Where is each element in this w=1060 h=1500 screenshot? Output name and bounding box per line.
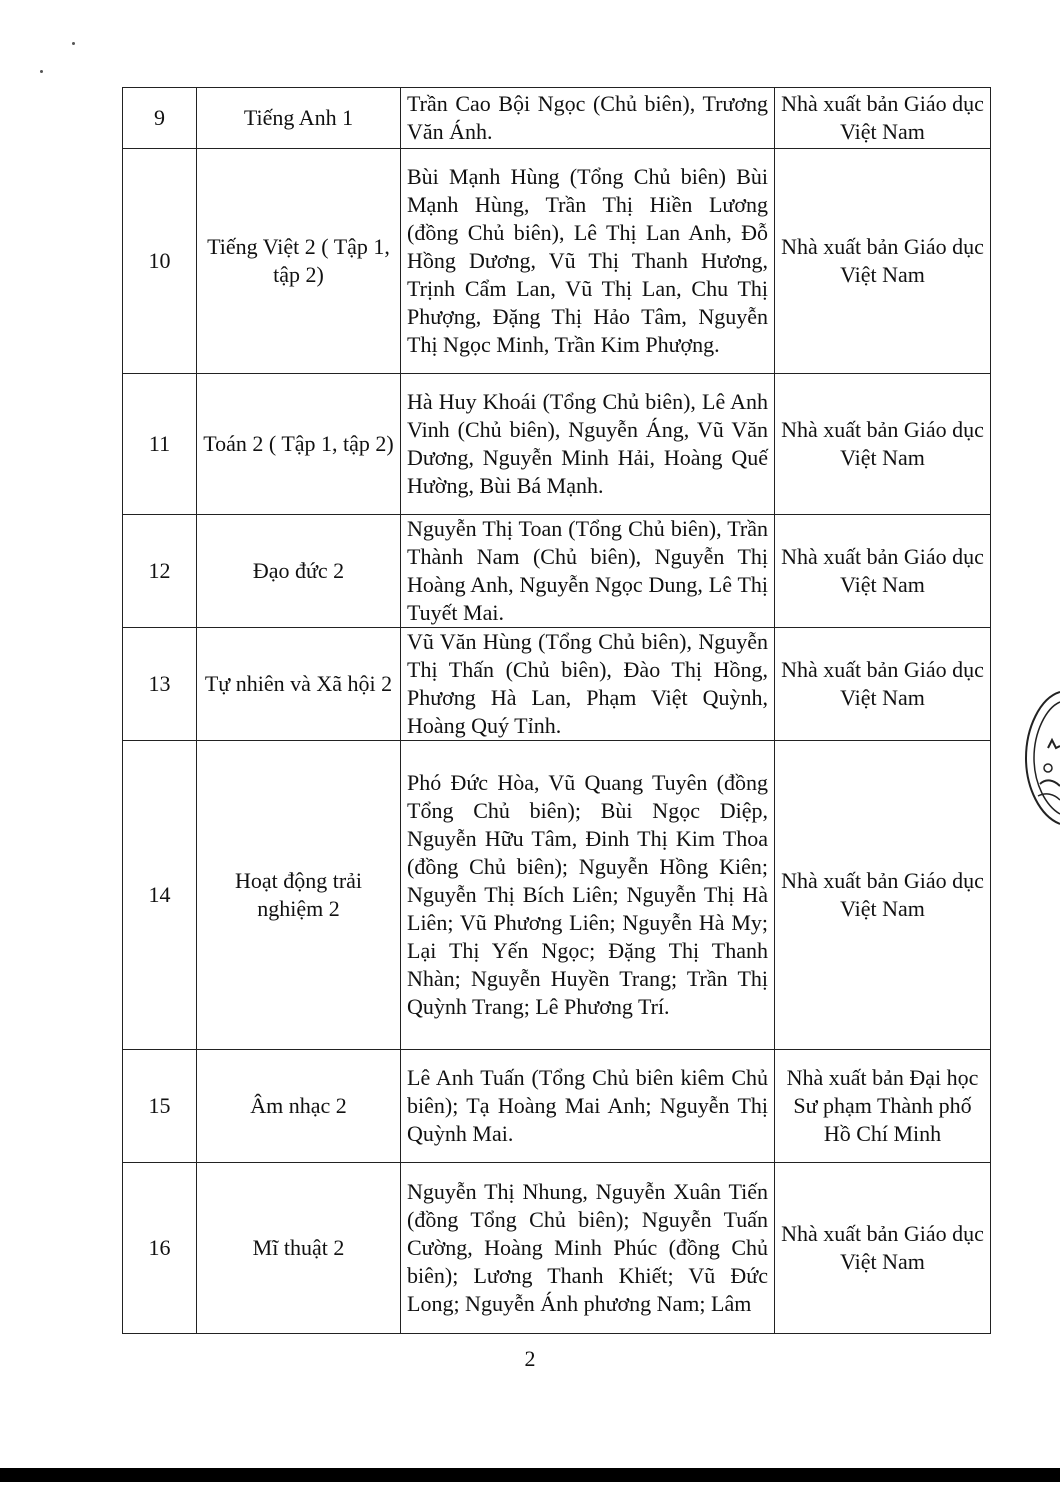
table-row: [123, 1163, 991, 1334]
table-row: [123, 149, 991, 374]
row-number: 11: [123, 374, 197, 515]
book-publisher: Nhà xuất bản Giáo dục Việt Nam: [775, 741, 991, 1050]
book-publisher: Nhà xuất bản Đại học Sư phạm Thành phố Hồ Chí Minh: [775, 1050, 991, 1163]
page-number: 2: [524, 1346, 536, 1371]
scan-bottom-edge: [0, 1468, 1060, 1482]
book-title: Tiếng Việt 2 ( Tập 1, tập 2): [197, 149, 401, 374]
table-row: [123, 515, 991, 628]
row-number: 16: [123, 1163, 197, 1334]
book-publisher: Nhà xuất bản Giáo dục Việt Nam: [775, 374, 991, 515]
book-authors: Nguyễn Thị Nhung, Nguyễn Xuân Tiến (đồng Tổng Chủ biên); Nguyễn Tuấn Cường, Hoàng Minh Phúc (đồng Chủ biên); Lương Thanh Khiết; Vũ Đức Long; Nguyễn Ánh phương Nam; Lâm: [401, 1163, 775, 1334]
official-seal-fragment: [1018, 688, 1060, 828]
book-publisher: Nhà xuất bản Giáo dục Việt Nam: [775, 149, 991, 374]
book-publisher: Nhà xuất bản Giáo dục Việt Nam: [775, 88, 991, 149]
book-publisher: Nhà xuất bản Giáo dục Việt Nam: [775, 628, 991, 741]
row-number: 10: [123, 149, 197, 374]
book-authors: Phó Đức Hòa, Vũ Quang Tuyên (đồng Tổng Chủ biên); Bùi Ngọc Diệp, Nguyễn Hữu Tâm, Đinh Thị Kim Thoa (đồng Chủ biên); Nguyễn Hồng Kiên; Nguyễn Thị Bích Liên; Nguyễn Thị Hà Liên; Vũ Phương Liên; Nguyễn Hà My; Lại Thị Yến Ngọc; Đặng Thị Thanh Nhàn; Nguyễn Huyền Trang; Trần Thị Quỳnh Trang; Lê Phương Trí.: [401, 741, 775, 1050]
table-row: [123, 1050, 991, 1163]
book-authors: Vũ Văn Hùng (Tổng Chủ biên), Nguyễn Thị Thấn (Chủ biên), Đào Thị Hồng, Phương Hà Lan, Phạm Việt Quỳnh, Hoàng Quý Tỉnh.: [401, 628, 775, 741]
book-title: Mĩ thuật 2: [197, 1163, 401, 1334]
book-publisher: Nhà xuất bản Giáo dục Việt Nam: [775, 515, 991, 628]
book-title: Tự nhiên và Xã hội 2: [197, 628, 401, 741]
book-title: Tiếng Anh 1: [197, 88, 401, 149]
book-authors: Hà Huy Khoái (Tổng Chủ biên), Lê Anh Vinh (Chủ biên), Nguyễn Áng, Vũ Văn Dương, Nguyễn Minh Hải, Hoàng Quế Hường, Bùi Bá Mạnh.: [401, 374, 775, 515]
row-number: 12: [123, 515, 197, 628]
book-authors: Lê Anh Tuấn (Tổng Chủ biên kiêm Chủ biên); Tạ Hoàng Mai Anh; Nguyễn Thị Quỳnh Mai.: [401, 1050, 775, 1163]
row-number: 14: [123, 741, 197, 1050]
table-row: [123, 741, 991, 1050]
book-title: Toán 2 ( Tập 1, tập 2): [197, 374, 401, 515]
book-authors: Nguyễn Thị Toan (Tổng Chủ biên), Trần Thành Nam (Chủ biên), Nguyễn Thị Hoàng Anh, Nguyễn Ngọc Dung, Lê Thị Tuyết Mai.: [401, 515, 775, 628]
textbook-table: [122, 87, 991, 1334]
table-row: [123, 88, 991, 149]
scan-speck: [40, 70, 43, 73]
book-title: Âm nhạc 2: [197, 1050, 401, 1163]
book-title: Hoạt động trải nghiệm 2: [197, 741, 401, 1050]
table-row: [123, 628, 991, 741]
book-title: Đạo đức 2: [197, 515, 401, 628]
book-authors: Trần Cao Bội Ngọc (Chủ biên), Trương Văn Ánh.: [401, 88, 775, 149]
row-number: 9: [123, 88, 197, 149]
scan-speck: [72, 42, 75, 45]
book-authors: Bùi Mạnh Hùng (Tổng Chủ biên) Bùi Mạnh Hùng, Trần Thị Hiền Lương (đồng Chủ biên), Lê Thị Lan Anh, Đỗ Hồng Dương, Vũ Thị Thanh Hương, Trịnh Cẩm Lan, Vũ Thị Lan, Chu Thị Phượng, Đặng Thị Hảo Tâm, Nguyễn Thị Ngọc Minh, Trần Kim Phượng.: [401, 149, 775, 374]
row-number: 13: [123, 628, 197, 741]
table-row: [123, 374, 991, 515]
row-number: 15: [123, 1050, 197, 1163]
book-publisher: Nhà xuất bản Giáo dục Việt Nam: [775, 1163, 991, 1334]
